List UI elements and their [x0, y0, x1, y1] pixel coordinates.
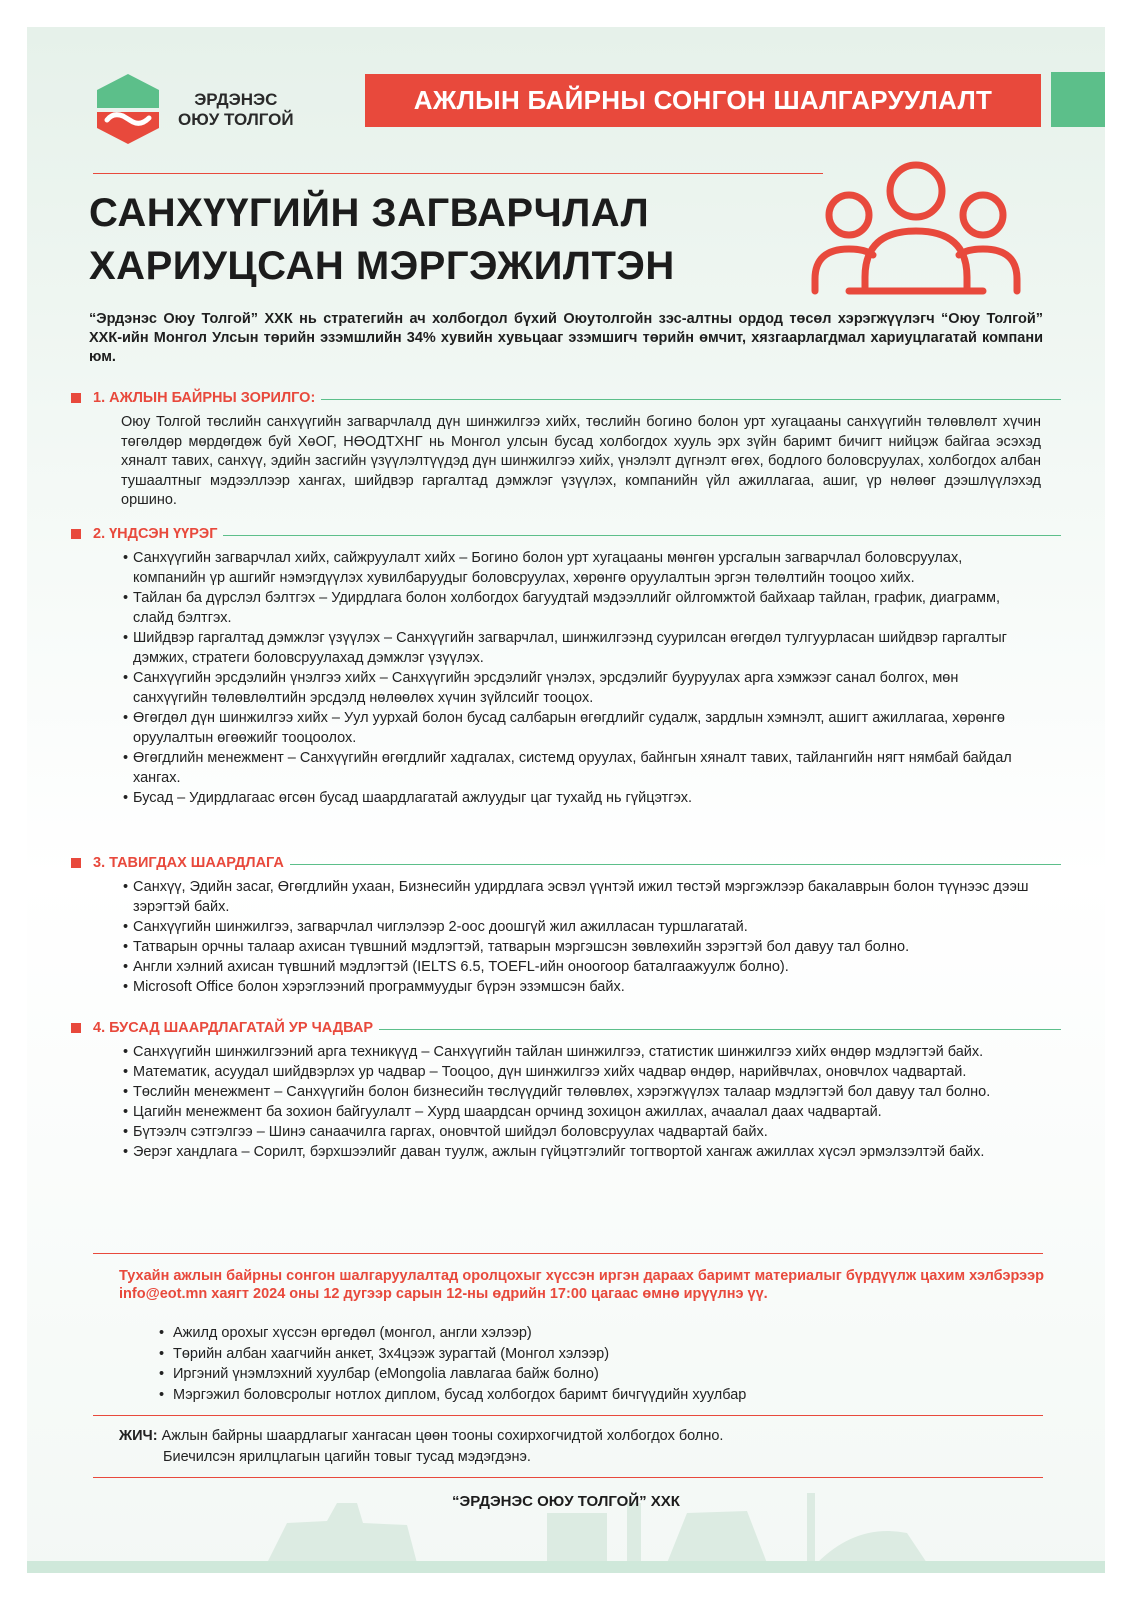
square-bullet-icon [71, 529, 81, 539]
section-text: Оюу Толгой төслийн санхүүгийн загварчлалд дүн шинжилгээ хийх, төслийн богино болон урт хугацааны санхүүгийн төлөвлөлт хүчин төгөлдөр мөрдөгдөж буй ХөОГ, НӨОДТХНГ нь Монгол улсын бусад холбогдох хууль эрх зүйн баримт бичигт нийцэж байгаа эсэхэд хяналт тавих, санхүү, эдийн засгийн үзүүлэлтүүдэд дүн шинжилгээ хийх, үнэлэлт дүгнэлт өгөх, бодлого боловсруулах, холбогдох албан тушаалтныг мэдээллээр хангах, шийдвэр гаргалтад дэмжлэг үзүүлэх, компанийн үйл ажиллагаа, ашиг, үр нөлөөг дээшлүүлэхэд оршино. [121, 414, 1041, 508]
list-item: • Санхүүгийн загварчлал хийх, сайжруулалт хийх – Богино болон урт хугацааны мөнгөн урсгалын загварчлал боловсруулах, компанийн үр ашгийг нэмэгдүүлэх хувилбаруудыг боловсруулах, хөрөнгө оруулалтын эргэн төлөлтийн тооцоо хийх. [123, 548, 1033, 588]
section-requirements [71, 852, 1061, 997]
section-header [71, 523, 1061, 545]
company-logo [93, 72, 308, 152]
logo-line2: ОЮУ ТОЛГОЙ [178, 110, 294, 129]
mining-silhouette-icon [27, 1473, 1105, 1563]
square-bullet-icon [71, 1023, 81, 1033]
requirements-list [123, 877, 1033, 997]
list-item: • Санхүү, Эдийн засаг, Өгөгдлийн ухаан, Бизнесийн удирдлага эсвэл үүнтэй ижил төстэй мэргэжлээр бакалаврын болон түүнээс дээш зэрэгтэй байх. [123, 877, 1033, 917]
list-item: • Тайлан ба дүрслэл бэлтгэх – Удирдлага болон холбогдох багуудтай мэдээллийг ойлгомжтой байхаар тайлан, график, диаграмм, слайд бэлтгэх. [123, 588, 1033, 628]
section-header [71, 1017, 1061, 1039]
job-title [89, 187, 675, 293]
footer-band [27, 1561, 1105, 1573]
square-bullet-icon [71, 858, 81, 868]
list-item: • Бүтээлч сэтгэлгээ – Шинэ санаачилга гаргах, оновчтой шийдэл боловсруулах чадвартай байх. [123, 1122, 1033, 1142]
divider [93, 1415, 1043, 1416]
list-item: • Өгөгдлийн менежмент – Санхүүгийн өгөгдлийг хадгалах, системд оруулах, байнгын хяналт тавих, тайлангийн нягт нямбай байдал хангах. [123, 748, 1033, 788]
note [119, 1426, 723, 1467]
section-rule [379, 1029, 1061, 1030]
documents-list [159, 1323, 1019, 1405]
list-item: • Шийдвэр гаргалтад дэмжлэг үзүүлэх – Санхүүгийн загварчлал, шинжилгээнд суурилсан өгөгдөл тулгуурласан шийдвэр гаргалтыг дэмжих, стратеги боловсруулахад дэмжлэг үзүүлэх. [123, 628, 1033, 668]
section-duties [71, 523, 1061, 808]
list-item: • Microsoft Office болон хэрэглээний программуудыг бүрэн эзэмшсэн байх. [123, 977, 1033, 997]
job-title-line1: САНХҮҮГИЙН ЗАГВАРЧЛАЛ [89, 191, 650, 235]
section-title: 1. АЖЛЫН БАЙРНЫ ЗОРИЛГО: [93, 390, 316, 406]
list-item: • Татварын орчны талаар ахисан түвшний мэдлэгтэй, татварын мэргэшсэн зөвлөхийн зэрэгтэй бол давуу тал болно. [123, 937, 1033, 957]
section-rule [223, 535, 1061, 536]
section-header [71, 852, 1061, 874]
list-item: • Математик, асуудал шийдвэрлэх ур чадвар – Тооцоо, дүн шинжилгээ хийх чадвар өндөр, нарийвчлах, оновчлох чадвартай. [123, 1062, 1033, 1082]
header-divider [93, 173, 823, 174]
banner-title: АЖЛЫН БАЙРНЫ СОНГОН ШАЛГАРУУЛАЛТ [365, 74, 1041, 127]
list-item: • Санхүүгийн шинжилгээний арга техникүүд – Санхүүгийн тайлан шинжилгээ, статистик шинжилгээ хийх өндөр мэдлэгтэй байх. [123, 1042, 1033, 1062]
company-intro: “Эрдэнэс Оюу Толгой” ХХК нь стратегийн ач холбогдол бүхий Оюутолгойн зэс-алтны ордод төсөл хэрэгжүүлэгч “Оюу Толгой” ХХК-ийн Монгол Улсын төрийн эзэмшлийн 34% хувийн хувьцааг эзэмшигч төрийн өмчит, хязгаарлагдмал хариуцлагатай компани юм. [89, 311, 1043, 365]
note-line1: Ажлын байрны шаардлагыг хангасан цөөн тооны сохирхогчидтой холбогдох болно. [161, 1428, 724, 1444]
section-rule [290, 864, 1061, 865]
poster [27, 27, 1105, 1573]
list-item: • Төрийн албан хаагчийн анкет, 3х4цээж зурагтай (Монгол хэлээр) [159, 1344, 1019, 1365]
list-item: • Санхүүгийн шинжилгээ, загварчлал чиглэлээр 2-оос доошгүй жил ажилласан туршлагатай. [123, 917, 1033, 937]
people-group-icon [809, 159, 1023, 299]
section-header [71, 387, 1061, 409]
list-item: • Цагийн менежмент ба зохион байгуулалт – Хурд шаардсан орчинд зохицон ажиллах, ачаалал даах чадвартай. [123, 1102, 1033, 1122]
list-item: • Бусад – Удирдлагаас өгсөн бусад шаардлагатай ажлуудыг цаг тухайд нь гүйцэтгэх. [123, 788, 1033, 808]
square-bullet-icon [71, 393, 81, 403]
section-rule [321, 399, 1061, 400]
footer-company: “ЭРДЭНЭС ОЮУ ТОЛГОЙ” ХХК [452, 1493, 680, 1510]
banner-green-block [1051, 72, 1105, 127]
list-item: • Төслийн менежмент – Санхүүгийн болон бизнесийн төслүүдийг төлөвлөх, хэрэгжүүлэх талаар мэдлэгтэй бол давуу тал болно. [123, 1082, 1033, 1102]
logo-text [178, 90, 294, 130]
section-skills [71, 1017, 1061, 1162]
skills-list [123, 1042, 1033, 1162]
application-instructions: Тухайн ажлын байрны сонгон шалгаруулалтад оролцохыг хүссэн иргэн дараах баримт материалыг бүрдүүлж цахим хэлбэрээр info@eot.mn хаягт 2024 оны 12 дугээр сарын 12-ны өдрийн 17:00 цагаас өмнө ирүүлнэ үү. [119, 1268, 1044, 1302]
list-item: • Мэргэжил боловсролыг нотлох диплом, бусад холбогдох баримт бичгүүдийн хуулбар [159, 1385, 1019, 1406]
section-title: 2. ҮНДСЭН ҮҮРЭГ [93, 526, 218, 542]
note-line2: Биечилсэн ярилцлагын цагийн товыг тусад мэдэгдэнэ. [163, 1448, 531, 1465]
list-item: • Эерэг хандлага – Сорилт, бэрхшээлийг даван туулж, ажлын гүйцэтгэлийг тогтвортой хангаж ажиллах хүсэл эрмэлзэлтэй байх. [123, 1142, 1033, 1162]
list-item: • Санхүүгийн эрсдэлийн үнэлгээ хийх – Санхүүгийн эрсдэлийг үнэлэх, эрсдэлийг бууруулах арга хэмжээг санал болгох, мөн санхүүгийн төлөвлөлтийн эрсдэлд нөлөөлөх хүчин зүйлсийг тооцох. [123, 668, 1033, 708]
list-item: • Өгөгдөл дүн шинжилгээ хийх – Уул уурхай болон бусад салбарын өгөгдлийг судалж, зардлын хэмнэлт, ашигт ажиллагаа, хөрөнгө оруулалтын өгөөжийг тооцоолох. [123, 708, 1033, 748]
list-item: • Англи хэлний ахисан түвшний мэдлэгтэй (IELTS 6.5, TOEFL-ийн оноогоор баталгаажуулж болно). [123, 957, 1033, 977]
logo-line1: ЭРДЭНЭС [194, 90, 278, 109]
duties-list [123, 548, 1033, 808]
eot-logo-icon [93, 72, 163, 146]
job-title-line2: ХАРИУЦСАН МЭРГЭЖИЛТЭН [89, 244, 675, 288]
note-label: ЖИЧ: [119, 1428, 158, 1444]
section-title: 3. ТАВИГДАХ ШААРДЛАГА [93, 855, 284, 871]
list-item: • Иргэний үнэмлэхний хуулбар (eMongolia лавлагаа байж болно) [159, 1364, 1019, 1385]
list-item: • Ажилд орохыг хүссэн өргөдөл (монгол, англи хэлээр) [159, 1323, 1019, 1344]
divider [93, 1253, 1043, 1254]
section-purpose [71, 387, 1061, 511]
section-title: 4. БУСАД ШААРДЛАГАТАЙ УР ЧАДВАР [93, 1020, 373, 1036]
